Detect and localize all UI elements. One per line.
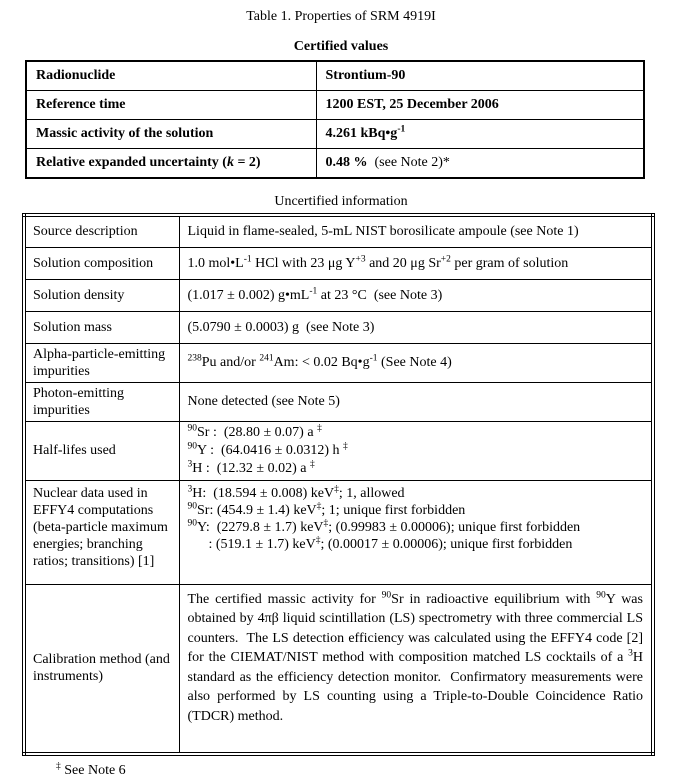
row-value: 4.261 $kBq•g^{-1}$ [316, 120, 644, 149]
row-label: Nuclear data used in EFFY4 computations (beta-particle maximum energies; branching ratios; transitions) [1] [24, 480, 179, 584]
row-label: Relative expanded uncertainty (k = 2) [26, 149, 316, 179]
row-label: Source description [24, 215, 179, 247]
table-row [24, 343, 653, 382]
table-row [26, 61, 644, 91]
calibration-method-paragraph: The certified massic activity for $^{90}$Sr in radioactive equilibrium with $^{90}$Y was obtained by 4πβ liquid scintillation (LS) spectrometry with three commercial LS counters. The LS detection efficiency was calculated using the EFFY4 code [2] for the CIEMAT/NIST method with composition matched LS cocktails of a $^3$H standard as the efficiency detection monitor. Confirmatory measurements were also performed by LS counting using a Triple-to-Double Coincidence Ratio (TDCR) method. [187, 589, 643, 724]
row-label: Alpha-particle-emitting impurities [24, 343, 179, 382]
row-value: None detected (see Note 5) [179, 382, 653, 421]
row-value [179, 584, 653, 754]
table-row [24, 584, 653, 754]
table-row [24, 421, 653, 480]
table-row [26, 91, 644, 120]
certified-values-heading: Certified values [293, 39, 389, 54]
row-label: Radionuclide [26, 61, 316, 91]
table-row [24, 247, 653, 279]
row-value: 0.48 % (see Note 2)* [316, 149, 644, 179]
table-row [24, 311, 653, 343]
page-title: Table 1. Properties of SRM 4919I [246, 9, 436, 24]
row-label: Reference time [26, 91, 316, 120]
uncertified-information-table [22, 213, 655, 756]
footnote: ‡ See Note 6 [56, 761, 126, 774]
row-label: Solution mass [24, 311, 179, 343]
half-life-line: $^{90}$Sr : (28.80 ± 0.07) a ‡ [187, 422, 322, 440]
row-value: 1200 EST, 25 December 2006 [316, 91, 644, 120]
half-life-line: $^3$H : (12.32 ± 0.02) a ‡ [187, 458, 315, 476]
row-value [179, 421, 653, 480]
row-label: Massic activity of the solution [26, 120, 316, 149]
row-value: (5.0790 ± 0.0003) g (see Note 3) [179, 311, 653, 343]
nuclear-data-line: : (519.1 ± 1.7) keV‡; (0.00017 ± 0.00006); unique first forbidden [187, 534, 573, 552]
table-row [24, 480, 653, 584]
half-life-line: $^{90}$Y : (64.0416 ± 0.0312) h ‡ [187, 440, 348, 458]
row-value: Liquid in flame-sealed, 5-mL NIST borosilicate ampoule (see Note 1) [179, 215, 653, 247]
row-label: Solution density [24, 279, 179, 311]
row-label: Solution composition [24, 247, 179, 279]
row-value [179, 480, 653, 584]
certified-values-table [25, 60, 645, 179]
row-label: Photon-emitting impurities [24, 382, 179, 421]
table-row [24, 382, 653, 421]
uncertified-information-heading: Uncertified information [274, 194, 408, 209]
row-value: Strontium-90 [316, 61, 644, 91]
row-label: Half-lifes used [24, 421, 179, 480]
nuclear-data-line: $^{90}$Sr: (454.9 ± 1.4) keV‡; 1; unique first forbidden [187, 500, 466, 518]
table-row [26, 149, 644, 179]
row-value: (1.017 ± 0.002) $g•mL^{-1}$ at 23 °C (see Note 3) [179, 279, 653, 311]
nuclear-data-line: $^{90}$Y: (2279.8 ± 1.7) keV‡; (0.99983 ± 0.00006); unique first forbidden [187, 517, 581, 535]
row-value: 1.0 $mol•L^{-1}$ HCl with 23 μg $Y^{+3}$ and 20 μg $Sr^{+2}$ per gram of solution [179, 247, 653, 279]
row-value: $^{238}$Pu and/or $^{241}$Am: < 0.02 $Bq•g^{-1}$ (See Note 4) [179, 343, 653, 382]
row-label: Calibration method (and instruments) [24, 584, 179, 754]
table-row [24, 279, 653, 311]
table-row [26, 120, 644, 149]
nuclear-data-line: $^3$H: (18.594 ± 0.008) keV‡; 1, allowed [187, 483, 405, 501]
table-row [24, 215, 653, 247]
